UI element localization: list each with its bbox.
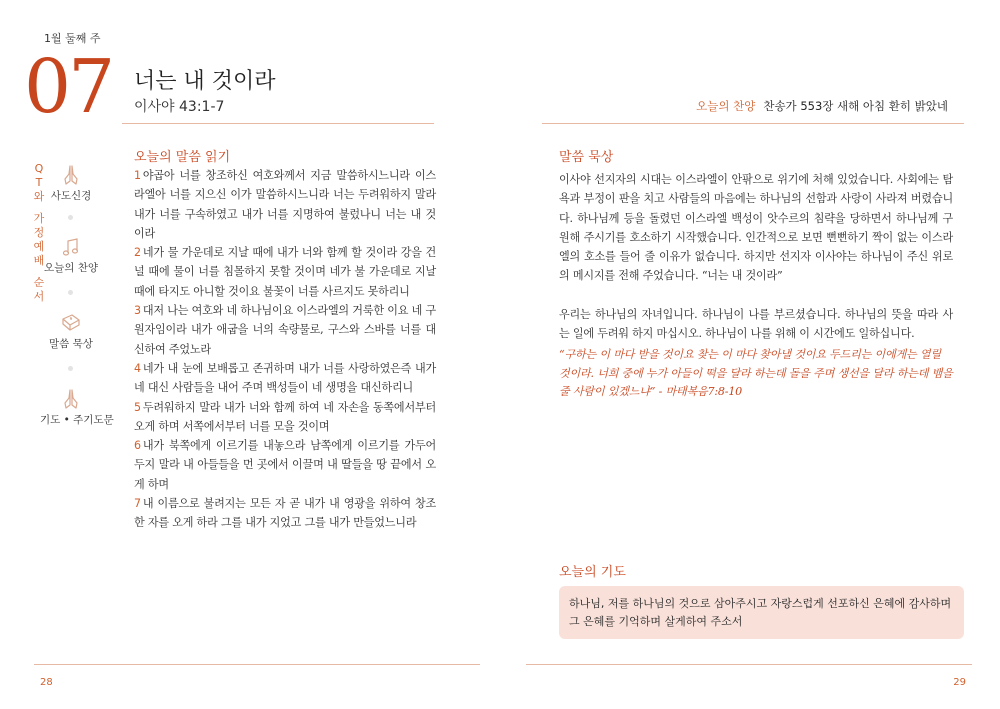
meditation-paragraph: 우리는 하나님의 자녀입니다. 하나님이 나를 부르셨습니다. 하나님의 뜻을 따라 사는 일에 두려워 하지 마십시오. 하나님이 나를 위해 이 시간에도 일하십니다. — [559, 307, 953, 341]
footer-rule-left — [34, 664, 480, 665]
step-label: 사도신경 — [50, 190, 92, 202]
verse-number: 1 — [134, 169, 141, 182]
prayer-line: 그 은혜를 기억하며 살게하여 주소서 — [569, 615, 743, 628]
praying-hands-icon — [60, 164, 82, 186]
praying-hands-icon — [60, 388, 82, 410]
step-label: 기도 • 주기도문 — [40, 414, 114, 426]
praise-song: 찬송가 553장 새해 아침 환히 밝았네 — [763, 99, 948, 113]
verse-text: 네가 물 가운데로 지날 때에 내가 너와 함께 할 것이라 강을 건널 때에 물이 너를 침몰하지 못할 것이며 네가 불 가운데로 지날 때에 타지도 아니할 것이요 불꽃이 너를 사르지도 못하리니 — [134, 246, 436, 298]
prayer-line: 하나님, 저를 하나님의 것으로 삼아주시고 자랑스럽게 선포하신 은혜에 감사하며 — [569, 597, 952, 610]
verse-text: 네가 내 눈에 보배롭고 존귀하며 내가 너를 사랑하였은즉 내가 네 대신 사람들을 내어 주며 백성들이 네 생명을 대신하리니 — [134, 361, 436, 395]
step-divider-dot — [68, 366, 73, 371]
step-divider-dot — [68, 215, 73, 220]
praise-info — [696, 98, 948, 114]
verse-number: 7 — [134, 497, 141, 511]
verse-text: 내가 북쪽에게 이르기를 내놓으라 남쪽에게 이르기를 가두어 두지 말라 내 아들들을 먼 곳에서 이끌며 내 딸들을 땅 끝에서 오게 하며 — [134, 439, 436, 491]
prayer-box — [559, 586, 964, 639]
scripture-reference: 이사야 43:1-7 — [134, 99, 225, 115]
verse-number: 5 — [134, 400, 141, 414]
step-meditation — [40, 312, 102, 351]
step-divider-dot — [68, 290, 73, 295]
scripture-quote: “구하는 이 마다 받을 것이요 찾는 이 마다 찾아낼 것이요 두드리는 이에게는 열릴 것이라. 너희 중에 누가 아들이 떡을 달라 하는데 돌을 주며 생선을 달라 하는데 뱀을 줄 사람이 있겠느냐” - 마태복음7:8-10 — [559, 348, 953, 398]
meditation-body — [559, 170, 953, 362]
reading-passage — [134, 166, 436, 533]
header-rule-left — [122, 123, 434, 124]
step-label: 오늘의 찬양 — [43, 262, 99, 274]
music-note-icon — [60, 236, 82, 258]
reading-heading: 오늘의 말씀 읽기 — [134, 150, 231, 165]
footer-rule-right — [526, 664, 972, 665]
page-title: 너는 내 것이라 — [134, 69, 276, 94]
verse-text: 두려워하지 말라 내가 너와 함께 하여 네 자손을 동쪽에서부터 오게 하며 서쪽에서부터 너를 모을 것이며 — [134, 400, 436, 433]
step-prayer — [40, 388, 114, 427]
week-label: 1월 둘째 주 — [44, 32, 101, 45]
verse-number: 4 — [134, 361, 141, 375]
page-number-right: 29 — [953, 677, 966, 688]
bible-icon — [60, 312, 82, 334]
verse-number: 6 — [134, 439, 141, 453]
step-label: 말씀 묵상 — [49, 338, 93, 350]
verse-text: 대저 나는 여호와 네 하나님이요 이스라엘의 거룩한 이요 네 구원자임이라 내가 애굽을 너의 속량물로, 구스와 스바를 너를 대신하여 주었노라 — [134, 304, 436, 356]
step-apostles-creed — [40, 164, 102, 203]
verse-number: 3 — [134, 304, 141, 318]
meditation-paragraph: 이사야 선지자의 시대는 이스라엘이 안팎으로 위기에 처해 있었습니다. 사회에는 탐욕과 부정이 판을 치고 사람들의 마음에는 하나님의 선함과 사랑이 사라져 버렸습니다. 하나님께 등을 돌렸던 이스라엘 백성이 앗수르의 침략을 당하면서 하나님께 구원해 주시기를 호소하기 시작했습니다. 인간적으로 보면 뻔뻔하기 짝이 없는 이스라엘의 호소를 들어 줄 이유가 없습니다. 하지만 선지자 이사야는 하나님이 주신 위로의 메시지를 전해 주었습니다. “너는 내 것이라” — [559, 173, 953, 283]
verse-text: 야곱아 너를 창조하신 여호와께서 지금 말씀하시느니라 이스라엘아 너를 지으신 이가 말씀하시느니라 너는 두려워하지 말라 내가 너를 구속하였고 내가 너를 지명하여 불렀나니 너는 내 것이라 — [134, 169, 436, 240]
prayer-heading: 오늘의 기도 — [559, 565, 626, 580]
day-number: 07 — [24, 44, 113, 130]
step-praise — [40, 236, 102, 275]
qt-order-vertical-label: Q T 와 가 정 예 배 순 서 — [33, 162, 45, 303]
praise-label: 오늘의 찬양 — [696, 99, 756, 113]
page-number-left: 28 — [40, 677, 53, 688]
meditation-heading: 말씀 묵상 — [559, 150, 614, 165]
verse-number: 2 — [134, 246, 141, 260]
header-rule-right — [542, 123, 964, 124]
verse-text: 내 이름으로 불려지는 모든 자 곧 내가 내 영광을 위하여 창조한 자를 오게 하라 그를 내가 지었고 그를 내가 만들었느니라 — [134, 497, 436, 530]
